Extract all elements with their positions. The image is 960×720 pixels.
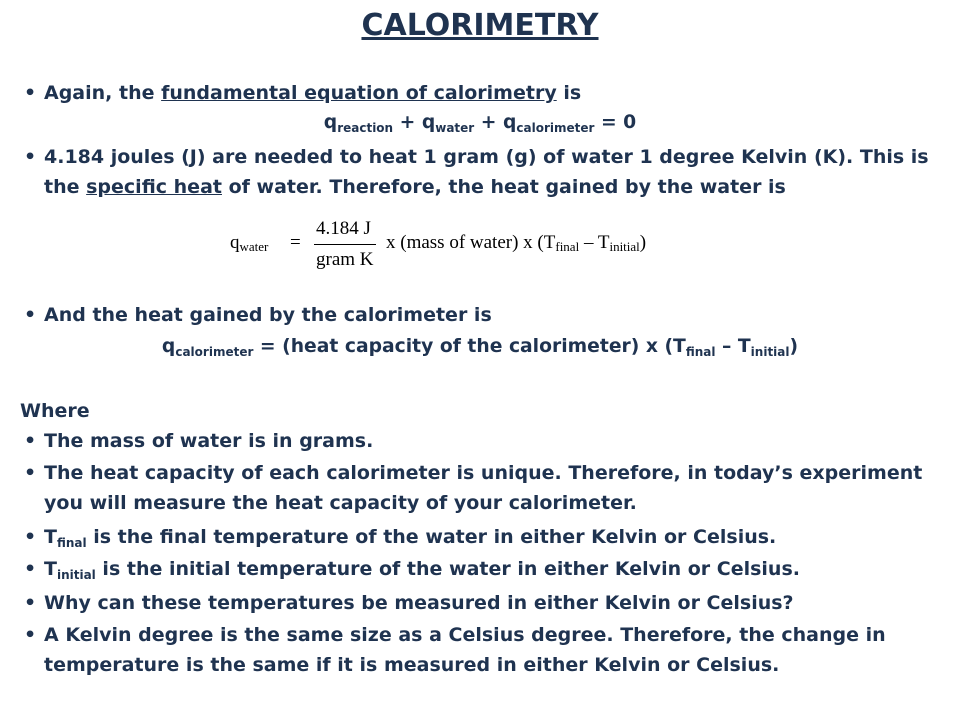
- water-heat-formula: [230, 214, 730, 276]
- eq-subscript: water: [435, 121, 475, 135]
- formula-lhs: [230, 232, 268, 254]
- eq-subscript: reaction: [337, 121, 394, 135]
- underlined-term: fundamental equation of calorimetry: [161, 82, 557, 104]
- item-heat-capacity-line1: The heat capacity of each calorimeter is unique. Therefore, in today’s experiment: [44, 462, 923, 484]
- eq-subscript: initial: [750, 345, 790, 359]
- item-kelvin-celsius-line2: temperature is the same if it is measured in either Kelvin or Celsius.: [44, 654, 780, 676]
- slide-title: CALORIMETRY: [361, 8, 599, 43]
- text-segment: is the initial temperature of the water in either Kelvin or Celsius.: [95, 558, 800, 580]
- bullet-icon: •: [24, 558, 37, 580]
- eq-term: + q: [474, 112, 517, 133]
- eq-subscript: calorimeter: [175, 345, 254, 359]
- bullet-fundamental-equation: [44, 82, 581, 104]
- formula-q: q: [230, 232, 240, 253]
- formula-text: – T: [579, 232, 610, 253]
- formula-text: x (mass of water) x (T: [386, 232, 556, 253]
- eq-subscript: calorimeter: [516, 121, 595, 135]
- item-why-question: Why can these temperatures be measured in either Kelvin or Celsius?: [44, 592, 794, 614]
- text-segment: T: [44, 558, 57, 580]
- text-segment: of water. Therefore, the heat gained by the water is: [221, 176, 786, 198]
- bullet-specific-heat-line2: [44, 176, 786, 198]
- bullet-icon: •: [24, 592, 37, 614]
- bullet-icon: •: [24, 526, 37, 548]
- eq-term: q: [161, 336, 176, 357]
- subscript: final: [56, 536, 87, 550]
- calorimeter-equation: [0, 336, 960, 357]
- eq-term: q: [323, 112, 338, 133]
- eq-term: = 0: [594, 112, 637, 133]
- eq-subscript: final: [685, 345, 716, 359]
- formula-numerator: 4.184 J: [316, 218, 371, 239]
- text-segment: Again, the: [44, 82, 162, 104]
- fraction-bar: [314, 244, 376, 245]
- eq-term: ): [789, 336, 799, 357]
- bullet-icon: •: [24, 462, 37, 484]
- text-segment: is the final temperature of the water in either Kelvin or Celsius.: [86, 526, 777, 548]
- item-kelvin-celsius-line1: A Kelvin degree is the same size as a Celsius degree. Therefore, the change in: [44, 624, 886, 646]
- bullet-icon: •: [24, 430, 37, 452]
- calorimetry-equation: [0, 112, 960, 133]
- item-heat-capacity-line2: you will measure the heat capacity of your calorimeter.: [44, 492, 637, 514]
- bullet-icon: •: [24, 146, 37, 168]
- underlined-term: specific heat: [86, 176, 222, 198]
- where-heading: Where: [20, 400, 90, 422]
- text-segment: T: [44, 526, 57, 548]
- text-segment: the: [44, 176, 87, 198]
- subscript: initial: [56, 568, 96, 582]
- bullet-icon: •: [24, 82, 37, 104]
- formula-subscript: final: [555, 239, 580, 254]
- item-mass-of-water: The mass of water is in grams.: [44, 430, 374, 452]
- eq-term: + q: [393, 112, 436, 133]
- formula-denominator: gram K: [316, 249, 374, 270]
- formula-subscript: initial: [609, 239, 640, 254]
- formula-text: ): [639, 232, 647, 253]
- formula-rest: [386, 232, 646, 254]
- eq-term: = (heat capacity of the calorimeter) x (T: [253, 336, 686, 357]
- text-segment: is: [556, 82, 582, 104]
- bullet-specific-heat-line1: 4.184 joules (J) are needed to heat 1 gram (g) of water 1 degree Kelvin (K). This is: [44, 146, 929, 168]
- formula-subscript: water: [239, 239, 269, 254]
- item-t-final: [44, 526, 776, 548]
- item-t-initial: [44, 558, 800, 580]
- bullet-icon: •: [24, 304, 37, 326]
- eq-term: – T: [715, 336, 751, 357]
- bullet-calorimeter-heat: And the heat gained by the calorimeter is: [44, 304, 492, 326]
- bullet-icon: •: [24, 624, 37, 646]
- formula-equals: =: [290, 232, 301, 253]
